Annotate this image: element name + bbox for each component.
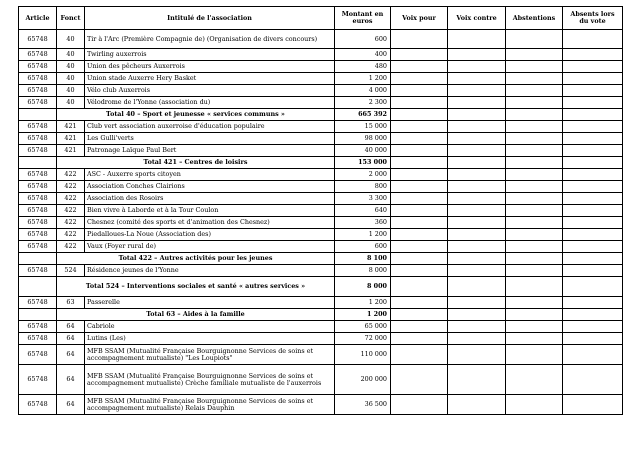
amount-cell: 800 xyxy=(335,181,391,193)
amount-cell: 2 300 xyxy=(335,97,391,109)
association-name: Résidence jeunes de l'Yonne xyxy=(85,265,335,277)
table-row xyxy=(19,49,623,61)
table-row xyxy=(19,217,623,229)
voix-pour-cell xyxy=(391,30,448,49)
header-article: Article xyxy=(19,7,57,30)
table-row xyxy=(19,205,623,217)
abstentions-cell xyxy=(506,181,563,193)
abstentions-cell xyxy=(506,97,563,109)
fonct-cell: 40 xyxy=(57,61,85,73)
voix-contre-cell xyxy=(448,265,506,277)
amount-cell: 400 xyxy=(335,49,391,61)
article-cell: 65748 xyxy=(19,97,57,109)
voix-pour-cell xyxy=(391,297,448,309)
association-name: Union stade Auxerre Hery Basket xyxy=(85,73,335,85)
article-cell: 65748 xyxy=(19,333,57,345)
absents-cell xyxy=(563,297,623,309)
article-cell: 65748 xyxy=(19,169,57,181)
voix-pour-cell xyxy=(391,395,448,415)
association-name: Chesnez (comité des sports et d'animation des Chesnez) xyxy=(85,217,335,229)
subtotal-amount: 8 100 xyxy=(335,253,391,265)
association-name: Bien vivre à Laborde et à la Tour Coulon xyxy=(85,205,335,217)
abstentions-cell xyxy=(506,253,563,265)
article-cell: 65748 xyxy=(19,297,57,309)
voix-pour-cell xyxy=(391,97,448,109)
absents-cell xyxy=(563,109,623,121)
amount-cell: 3 300 xyxy=(335,193,391,205)
voix-contre-cell xyxy=(448,30,506,49)
absents-cell xyxy=(563,321,623,333)
abstentions-cell xyxy=(506,345,563,365)
absents-cell xyxy=(563,309,623,321)
abstentions-cell xyxy=(506,309,563,321)
header-absents: Absents lors du vote xyxy=(563,7,623,30)
absents-cell xyxy=(563,241,623,253)
absents-cell xyxy=(563,265,623,277)
abstentions-cell xyxy=(506,85,563,97)
fonct-cell: 64 xyxy=(57,345,85,365)
abstentions-cell xyxy=(506,217,563,229)
amount-cell: 600 xyxy=(335,30,391,49)
fonct-cell: 40 xyxy=(57,73,85,85)
voix-contre-cell xyxy=(448,321,506,333)
voix-pour-cell xyxy=(391,169,448,181)
association-name: Association des Rosoirs xyxy=(85,193,335,205)
association-name: ASC - Auxerre sports citoyen xyxy=(85,169,335,181)
absents-cell xyxy=(563,49,623,61)
voix-contre-cell xyxy=(448,49,506,61)
article-cell: 65748 xyxy=(19,133,57,145)
voix-pour-cell xyxy=(391,193,448,205)
amount-cell: 1 200 xyxy=(335,297,391,309)
voix-pour-cell xyxy=(391,265,448,277)
amount-cell: 110 000 xyxy=(335,345,391,365)
voix-contre-cell xyxy=(448,309,506,321)
voix-contre-cell xyxy=(448,133,506,145)
amount-cell: 2 000 xyxy=(335,169,391,181)
article-cell: 65748 xyxy=(19,205,57,217)
association-name: Patronage Laïque Paul Bert xyxy=(85,145,335,157)
voix-contre-cell xyxy=(448,205,506,217)
table-row xyxy=(19,333,623,345)
fonct-cell: 64 xyxy=(57,395,85,415)
fonct-cell: 40 xyxy=(57,30,85,49)
voix-pour-cell xyxy=(391,345,448,365)
abstentions-cell xyxy=(506,297,563,309)
absents-cell xyxy=(563,205,623,217)
absents-cell xyxy=(563,73,623,85)
subtotal-row xyxy=(19,157,623,169)
subtotal-label: Total 422 – Autres activités pour les jeunes xyxy=(57,253,335,265)
association-name: Lutins (Les) xyxy=(85,333,335,345)
article-cell: 65748 xyxy=(19,345,57,365)
article-cell: 65748 xyxy=(19,30,57,49)
article-cell-empty xyxy=(19,309,57,321)
voix-pour-cell xyxy=(391,145,448,157)
table-row xyxy=(19,321,623,333)
article-cell: 65748 xyxy=(19,395,57,415)
abstentions-cell xyxy=(506,365,563,395)
table-row xyxy=(19,297,623,309)
article-cell: 65748 xyxy=(19,85,57,97)
voix-contre-cell xyxy=(448,395,506,415)
abstentions-cell xyxy=(506,333,563,345)
amount-cell: 15 000 xyxy=(335,121,391,133)
voix-pour-cell xyxy=(391,217,448,229)
amount-cell: 1 200 xyxy=(335,73,391,85)
association-name: MFB SSAM (Mutualité Française Bourguignonne Services de soins et accompagnement mutualiste) "Les Loupiots" xyxy=(85,345,335,365)
amount-cell: 65 000 xyxy=(335,321,391,333)
voix-pour-cell xyxy=(391,365,448,395)
fonct-cell: 64 xyxy=(57,333,85,345)
article-cell-empty xyxy=(19,277,57,297)
fonct-cell: 40 xyxy=(57,85,85,97)
voix-pour-cell xyxy=(391,49,448,61)
association-name: MFB SSAM (Mutualité Française Bourguignonne Services de soins et accompagnement mutualiste) Crèche familiale mutualiste de l'auxerrois xyxy=(85,365,335,395)
absents-cell xyxy=(563,30,623,49)
voix-pour-cell xyxy=(391,85,448,97)
subtotal-row xyxy=(19,277,623,297)
fonct-cell: 64 xyxy=(57,365,85,395)
abstentions-cell xyxy=(506,241,563,253)
voix-contre-cell xyxy=(448,241,506,253)
amount-cell: 4 000 xyxy=(335,85,391,97)
association-name: Twirling auxerrois xyxy=(85,49,335,61)
absents-cell xyxy=(563,169,623,181)
abstentions-cell xyxy=(506,277,563,297)
table-row xyxy=(19,169,623,181)
table-row xyxy=(19,365,623,395)
amount-cell: 480 xyxy=(335,61,391,73)
article-cell: 65748 xyxy=(19,61,57,73)
abstentions-cell xyxy=(506,30,563,49)
amount-cell: 8 000 xyxy=(335,265,391,277)
fonct-cell: 422 xyxy=(57,181,85,193)
voix-contre-cell xyxy=(448,297,506,309)
voix-contre-cell xyxy=(448,145,506,157)
header-intitule: Intitulé de l'association xyxy=(85,7,335,30)
subtotal-row xyxy=(19,109,623,121)
article-cell: 65748 xyxy=(19,241,57,253)
subtotal-row xyxy=(19,253,623,265)
voix-pour-cell xyxy=(391,121,448,133)
association-name: Union des pêcheurs Auxerrois xyxy=(85,61,335,73)
amount-cell: 72 000 xyxy=(335,333,391,345)
voix-pour-cell xyxy=(391,157,448,169)
header-abstentions: Abstentions xyxy=(506,7,563,30)
voix-contre-cell xyxy=(448,169,506,181)
subtotal-label: Total 40 – Sport et jeunesse « services communs » xyxy=(57,109,335,121)
table-row xyxy=(19,181,623,193)
abstentions-cell xyxy=(506,169,563,181)
absents-cell xyxy=(563,333,623,345)
absents-cell xyxy=(563,253,623,265)
fonct-cell: 422 xyxy=(57,217,85,229)
absents-cell xyxy=(563,277,623,297)
voix-contre-cell xyxy=(448,61,506,73)
abstentions-cell xyxy=(506,61,563,73)
amount-cell: 40 000 xyxy=(335,145,391,157)
association-name: MFB SSAM (Mutualité Française Bourguignonne Services de soins et accompagnement mutualiste) Relais Dauphin xyxy=(85,395,335,415)
absents-cell xyxy=(563,193,623,205)
subsidy-table-page xyxy=(18,6,622,415)
voix-contre-cell xyxy=(448,73,506,85)
article-cell: 65748 xyxy=(19,229,57,241)
absents-cell xyxy=(563,133,623,145)
voix-pour-cell xyxy=(391,241,448,253)
absents-cell xyxy=(563,97,623,109)
subtotal-amount: 665 392 xyxy=(335,109,391,121)
voix-pour-cell xyxy=(391,277,448,297)
association-name: Vélo club Auxerrois xyxy=(85,85,335,97)
voix-contre-cell xyxy=(448,181,506,193)
abstentions-cell xyxy=(506,133,563,145)
table-row xyxy=(19,73,623,85)
abstentions-cell xyxy=(506,121,563,133)
article-cell-empty xyxy=(19,109,57,121)
subtotal-label: Total 421 – Centres de loisirs xyxy=(57,157,335,169)
abstentions-cell xyxy=(506,265,563,277)
table-body xyxy=(19,30,623,415)
absents-cell xyxy=(563,85,623,97)
article-cell: 65748 xyxy=(19,365,57,395)
absents-cell xyxy=(563,61,623,73)
voix-pour-cell xyxy=(391,321,448,333)
fonct-cell: 524 xyxy=(57,265,85,277)
abstentions-cell xyxy=(506,109,563,121)
voix-contre-cell xyxy=(448,217,506,229)
voix-contre-cell xyxy=(448,85,506,97)
voix-pour-cell xyxy=(391,133,448,145)
table-row xyxy=(19,145,623,157)
voix-contre-cell xyxy=(448,157,506,169)
abstentions-cell xyxy=(506,49,563,61)
abstentions-cell xyxy=(506,229,563,241)
association-name: Passerelle xyxy=(85,297,335,309)
voix-pour-cell xyxy=(391,205,448,217)
fonct-cell: 421 xyxy=(57,145,85,157)
table-row xyxy=(19,30,623,49)
article-cell-empty xyxy=(19,253,57,265)
subtotal-row xyxy=(19,309,623,321)
fonct-cell: 64 xyxy=(57,321,85,333)
fonct-cell: 63 xyxy=(57,297,85,309)
amount-cell: 36 500 xyxy=(335,395,391,415)
table-row xyxy=(19,85,623,97)
table-row xyxy=(19,229,623,241)
fonct-cell: 422 xyxy=(57,169,85,181)
subtotal-amount: 153 000 xyxy=(335,157,391,169)
voix-contre-cell xyxy=(448,193,506,205)
abstentions-cell xyxy=(506,205,563,217)
voix-contre-cell xyxy=(448,109,506,121)
subtotal-label: Total 524 – Interventions sociales et santé « autres services » xyxy=(57,277,335,297)
abstentions-cell xyxy=(506,157,563,169)
absents-cell xyxy=(563,395,623,415)
abstentions-cell xyxy=(506,321,563,333)
abstentions-cell xyxy=(506,395,563,415)
absents-cell xyxy=(563,345,623,365)
association-name: Association Conches Clairions xyxy=(85,181,335,193)
subsidy-table xyxy=(18,6,623,415)
association-name: Les Gulli'verts xyxy=(85,133,335,145)
table-row xyxy=(19,97,623,109)
header-montant: Montant en euros xyxy=(335,7,391,30)
association-name: Tir à l'Arc (Première Compagnie de) (Organisation de divers concours) xyxy=(85,30,335,49)
table-row xyxy=(19,241,623,253)
voix-contre-cell xyxy=(448,229,506,241)
abstentions-cell xyxy=(506,73,563,85)
amount-cell: 200 000 xyxy=(335,365,391,395)
absents-cell xyxy=(563,121,623,133)
amount-cell: 360 xyxy=(335,217,391,229)
table-row xyxy=(19,395,623,415)
voix-pour-cell xyxy=(391,61,448,73)
absents-cell xyxy=(563,145,623,157)
fonct-cell: 40 xyxy=(57,49,85,61)
voix-contre-cell xyxy=(448,121,506,133)
voix-contre-cell xyxy=(448,277,506,297)
subtotal-label: Total 63 – Aides à la famille xyxy=(57,309,335,321)
voix-contre-cell xyxy=(448,253,506,265)
voix-contre-cell xyxy=(448,345,506,365)
absents-cell xyxy=(563,229,623,241)
table-header-row xyxy=(19,7,623,30)
absents-cell xyxy=(563,181,623,193)
absents-cell xyxy=(563,365,623,395)
article-cell: 65748 xyxy=(19,265,57,277)
header-voix-contre: Voix contre xyxy=(448,7,506,30)
voix-pour-cell xyxy=(391,181,448,193)
voix-pour-cell xyxy=(391,229,448,241)
voix-pour-cell xyxy=(391,309,448,321)
absents-cell xyxy=(563,217,623,229)
fonct-cell: 421 xyxy=(57,133,85,145)
article-cell: 65748 xyxy=(19,181,57,193)
amount-cell: 98 000 xyxy=(335,133,391,145)
article-cell: 65748 xyxy=(19,49,57,61)
voix-pour-cell xyxy=(391,109,448,121)
fonct-cell: 422 xyxy=(57,205,85,217)
voix-contre-cell xyxy=(448,365,506,395)
article-cell: 65748 xyxy=(19,121,57,133)
table-row xyxy=(19,265,623,277)
voix-pour-cell xyxy=(391,253,448,265)
article-cell: 65748 xyxy=(19,193,57,205)
absents-cell xyxy=(563,157,623,169)
voix-contre-cell xyxy=(448,333,506,345)
voix-contre-cell xyxy=(448,97,506,109)
table-row xyxy=(19,193,623,205)
amount-cell: 600 xyxy=(335,241,391,253)
fonct-cell: 422 xyxy=(57,229,85,241)
amount-cell: 1 200 xyxy=(335,229,391,241)
association-name: Cabriole xyxy=(85,321,335,333)
amount-cell: 640 xyxy=(335,205,391,217)
abstentions-cell xyxy=(506,193,563,205)
article-cell: 65748 xyxy=(19,145,57,157)
article-cell: 65748 xyxy=(19,73,57,85)
article-cell: 65748 xyxy=(19,217,57,229)
subtotal-amount: 8 000 xyxy=(335,277,391,297)
voix-pour-cell xyxy=(391,333,448,345)
header-voix-pour: Voix pour xyxy=(391,7,448,30)
association-name: Piedalloues-La Noue (Association des) xyxy=(85,229,335,241)
abstentions-cell xyxy=(506,145,563,157)
association-name: Vélodrome de l'Yonne (association du) xyxy=(85,97,335,109)
table-row xyxy=(19,345,623,365)
subtotal-amount: 1 200 xyxy=(335,309,391,321)
article-cell-empty xyxy=(19,157,57,169)
table-row xyxy=(19,133,623,145)
fonct-cell: 422 xyxy=(57,193,85,205)
fonct-cell: 421 xyxy=(57,121,85,133)
table-row xyxy=(19,121,623,133)
voix-pour-cell xyxy=(391,73,448,85)
association-name: Vaux (Foyer rural de) xyxy=(85,241,335,253)
article-cell: 65748 xyxy=(19,321,57,333)
fonct-cell: 40 xyxy=(57,97,85,109)
table-row xyxy=(19,61,623,73)
fonct-cell: 422 xyxy=(57,241,85,253)
association-name: Club vert association auxerroise d'éducation populaire xyxy=(85,121,335,133)
header-fonct: Fonct xyxy=(57,7,85,30)
